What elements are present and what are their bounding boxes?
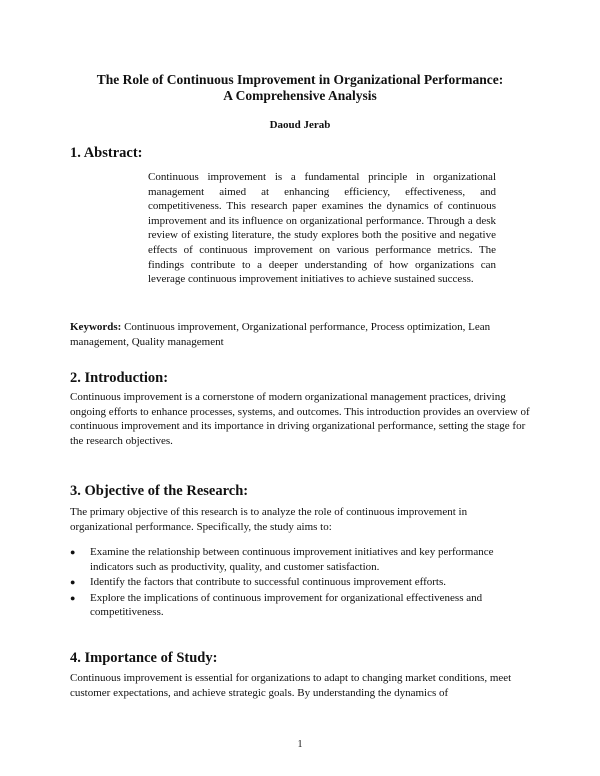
objective-text: The primary objective of this research is to analyze the role of continuous improvement in organizational performance. Specifically, the study aims to: [70,506,468,533]
bullet-icon: ● [70,577,76,588]
paper-title-line-1: The Role of Continuous Improvement in Organizational Performance: [96,72,504,87]
introduction-heading: 2. Introduction: [70,370,169,386]
objectives-list [70,545,532,621]
paper-title-line-2: A Comprehensive Analysis [223,88,377,103]
objective-heading: 3. Objective of the Research: [70,483,249,499]
bullet-icon: ● [70,547,76,557]
bullet-icon: ● [70,592,76,603]
keywords-text: Continuous improvement, Organizational performance, Process optimization, Lean management, Quality management [70,321,491,348]
abstract-text: Continuous improvement is a fundamental principle in organizational management aimed at enhancing efficiency, effectiveness, and competitiveness. This research paper examines the dynamics of continuous improvement and its influence on organizational performance. Through a desk review of existing literature, the study explores both the positive and negative effects of continuous improvement on various performance metrics. The findings contribute to a deeper understanding of how organizations can leverage continuous improvement initiatives to achieve sustained success. [148,171,496,286]
importance-text: Continuous improvement is essential for organizations to adapt to changing market conditions, meet customer expectations, and achieve strategic goals. By understanding the dynamics of [70,672,512,699]
list-item-text: Identify the factors that contribute to successful continuous improvement efforts. [90,576,446,589]
paper-title [70,72,530,104]
keywords-label: Keywords: [70,321,122,333]
page-number: 1 [297,739,303,750]
abstract-heading: 1. Abstract: [70,145,143,161]
list-item [70,575,532,590]
introduction-text: Continuous improvement is a cornerstone of modern organizational management practices, driving ongoing efforts to enhance processes, systems, and outcomes. This introduction provides an overview of continuous improvement and its importance in driving organizational performance, setting the stage for the research objectives. [70,391,530,447]
paper-author: Daoud Jerab [269,119,331,131]
importance-heading: 4. Importance of Study: [70,650,218,666]
list-item [70,545,532,574]
list-item-text: Explore the implications of continuous improvement for organizational effectiveness and competitiveness. [90,591,483,619]
keywords-paragraph [70,320,532,349]
list-item [70,591,532,620]
list-item-text: Examine the relationship between continuous improvement initiatives and key performance indicators such as productivity, quality, and customer satisfaction. [90,546,494,573]
